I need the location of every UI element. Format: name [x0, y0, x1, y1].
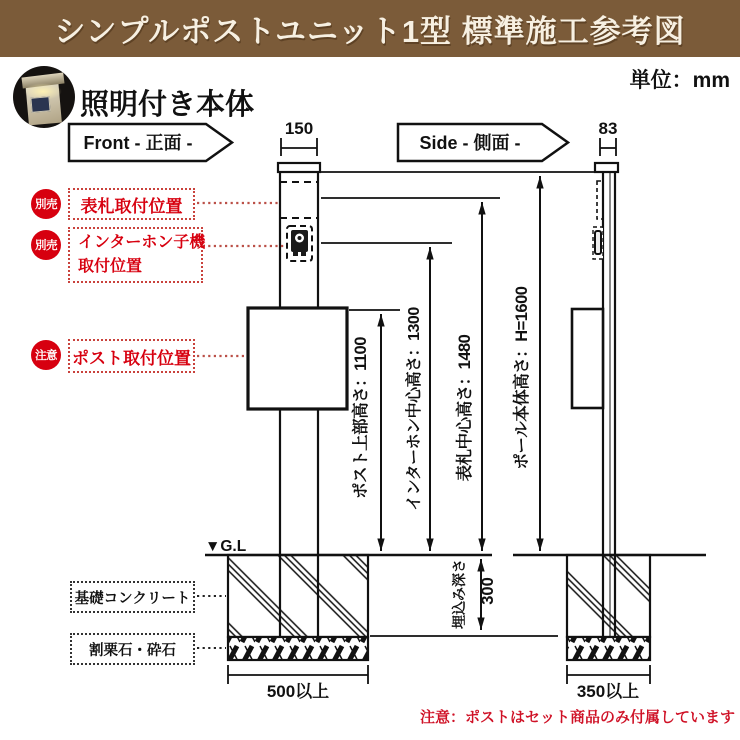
label-crushed-stone: 割栗石・砕石 [70, 633, 195, 665]
dim-nameplate-label: 表札中心高さ：1480 [456, 334, 474, 482]
svg-text:83: 83 [598, 119, 618, 138]
title-banner [0, 0, 740, 57]
badge-sold-separately-1: 別売 [31, 189, 61, 219]
callout-intercom-line2: 取付位置 [78, 258, 143, 275]
front-foundation [228, 555, 368, 660]
intercom-icon [287, 226, 312, 261]
side-foundation [567, 555, 650, 660]
unit-label: 単位：mm [629, 69, 730, 92]
photo-nameplate [30, 96, 50, 113]
side-view-banner [398, 124, 568, 161]
badge-sold-separately-2: 別売 [31, 230, 61, 260]
callout-intercom-line1: インターホン子機 [78, 234, 206, 251]
page-title: シンプルポストユニット1型 標準施工参考図 [54, 14, 686, 49]
svg-text:150: 150 [284, 119, 314, 138]
side-view-label: Side - 側面 - [419, 133, 521, 153]
front-view-banner [69, 124, 232, 161]
callout-intercom-position [68, 227, 206, 283]
label-foundation-concrete: 基礎コンクリート [70, 581, 195, 613]
dim-intercom-label: インターホン中心高さ：1300 [406, 307, 423, 511]
badge-caution: 注意 [31, 340, 61, 370]
front-view-label: Front - 正面 - [83, 133, 193, 153]
svg-text:500以上: 500以上 [266, 682, 330, 701]
side-post-box [572, 309, 603, 408]
dim-embed-value: 300 [479, 577, 497, 605]
footnote-caution: 注意：ポストはセット商品のみ付属しています [419, 709, 735, 726]
callout-post-label: ポスト取付位置 [72, 348, 191, 368]
svg-text:350以上: 350以上 [576, 682, 640, 701]
gl-label: ▼G.L [205, 538, 247, 555]
front-width-dim [281, 119, 317, 156]
side-intercom-icon [593, 227, 603, 259]
product-title: 照明付き本体 [80, 89, 255, 121]
dim-pole-label: ポール本体高さ：H=1600 [513, 286, 531, 470]
front-min-dim [228, 665, 368, 701]
side-width-dim [599, 119, 618, 156]
side-min-dim [567, 665, 650, 701]
callout-nameplate-label: 表札取付位置 [80, 196, 183, 216]
dim-post-top-label: ポスト上部高さ：1100 [352, 337, 370, 499]
black-leader-lines [197, 596, 226, 648]
dim-embed-label: 埋込み深さ [451, 559, 467, 629]
lighted-post-photo-icon [13, 66, 75, 128]
front-post-box [248, 308, 347, 409]
callout-nameplate-position [68, 188, 195, 220]
callout-post-position [68, 339, 195, 373]
